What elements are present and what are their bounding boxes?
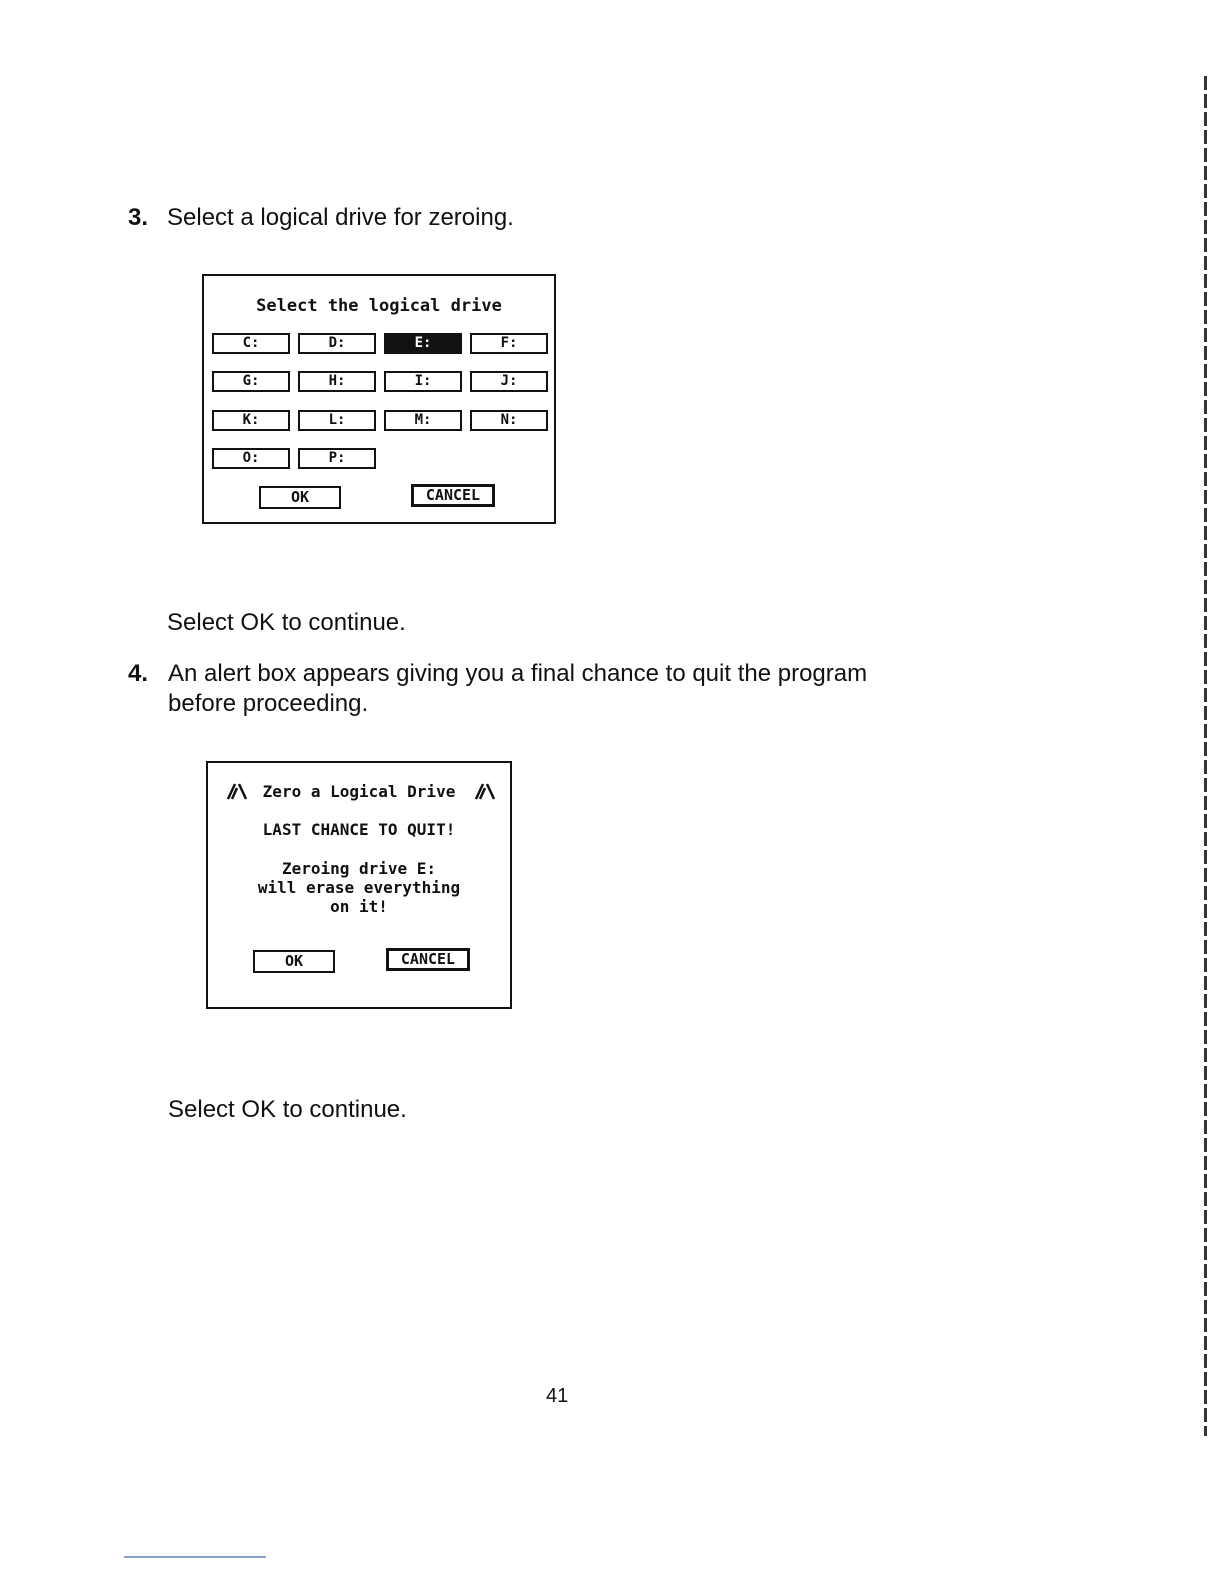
cancel-button[interactable]: CANCEL: [386, 948, 470, 971]
step-3-number: 3.: [128, 204, 149, 231]
step-4-number: 4.: [128, 660, 149, 687]
cancel-button[interactable]: CANCEL: [411, 484, 495, 507]
warning-icon: [474, 782, 496, 800]
drive-button-g[interactable]: G:: [212, 371, 290, 392]
drive-button-j[interactable]: J:: [470, 371, 548, 392]
drive-button-l[interactable]: L:: [298, 410, 376, 431]
alert-title: Zero a Logical Drive: [262, 782, 456, 801]
zero-drive-alert-dialog: [206, 761, 512, 1009]
binding-edge-line: [1204, 76, 1207, 1436]
drive-button-h[interactable]: H:: [298, 371, 376, 392]
continue-instruction-1: Select OK to continue.: [167, 609, 406, 636]
ok-button[interactable]: OK: [253, 950, 335, 973]
step-4-text-line-2: before proceeding.: [168, 690, 369, 717]
alert-message-line-1: Zeroing drive E:: [281, 859, 437, 878]
ok-button[interactable]: OK: [259, 486, 341, 509]
drive-button-o[interactable]: O:: [212, 448, 290, 469]
alert-warning: LAST CHANCE TO QUIT!: [262, 820, 456, 839]
drive-button-k[interactable]: K:: [212, 410, 290, 431]
footer-rule: [124, 1556, 266, 1558]
drive-button-i[interactable]: I:: [384, 371, 462, 392]
step-3-text: Select a logical drive for zeroing.: [167, 204, 514, 231]
drive-button-n[interactable]: N:: [470, 410, 548, 431]
drive-button-d[interactable]: D:: [298, 333, 376, 354]
step-4-text-line-1: An alert box appears giving you a final chance to quit the program: [168, 660, 868, 687]
drive-button-p[interactable]: P:: [298, 448, 376, 469]
continue-instruction-2: Select OK to continue.: [168, 1096, 407, 1123]
select-drive-dialog: [202, 274, 556, 524]
alert-message-line-2: will erase everything: [257, 878, 461, 897]
alert-message-line-3: on it!: [330, 897, 388, 916]
page-number: 41: [546, 1385, 569, 1407]
dialog-title: Select the logical drive: [256, 296, 502, 316]
drive-button-f[interactable]: F:: [470, 333, 548, 354]
drive-button-m[interactable]: M:: [384, 410, 462, 431]
drive-button-c[interactable]: C:: [212, 333, 290, 354]
drive-button-e[interactable]: E:: [384, 333, 462, 354]
